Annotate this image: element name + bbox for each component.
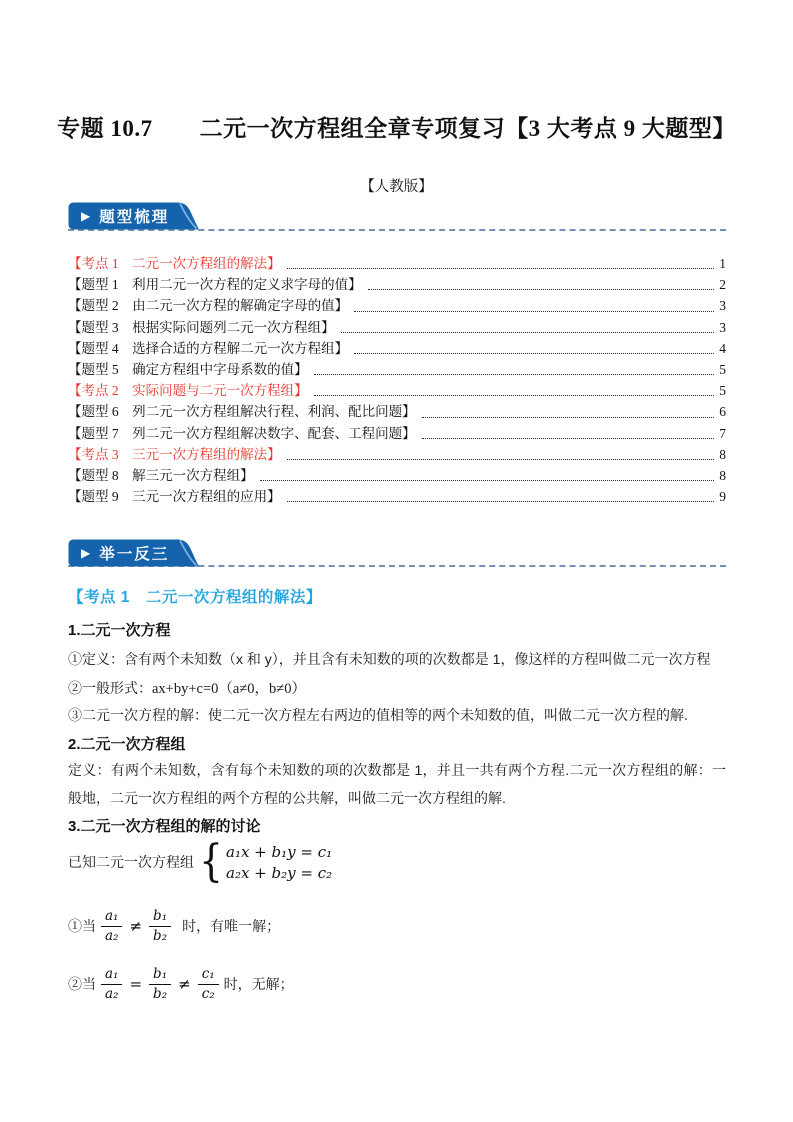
toc-entry-label: 【题型 9 三元一次方程组的应用】 [68, 489, 281, 505]
equation-system-lead: 已知二元一次方程组 [68, 854, 194, 870]
fraction-c [198, 966, 219, 1003]
toc-entry[interactable] [68, 252, 726, 273]
banner-outline-label: 题型梳理 [99, 209, 170, 226]
toc-page-number: 9 [719, 489, 726, 505]
fraction-denominator: b₂ [153, 985, 168, 1002]
toc-entry[interactable] [68, 464, 726, 485]
toc-page-number: 4 [719, 340, 726, 356]
equation-2: a₂x + b₂y = c₂ [226, 863, 333, 882]
fraction-denominator: a₂ [105, 985, 119, 1002]
toc-page-number: 3 [719, 319, 726, 335]
equation-1: a₁x + b₁y = c₁ [226, 842, 333, 861]
toc-dot-leader [422, 417, 715, 418]
page-subtitle: 【人教版】 [360, 179, 433, 195]
toc-entry-label: 【考点 1 二元一次方程组的解法】 [68, 256, 281, 271]
toc-dot-leader [422, 438, 715, 439]
toc-dot-leader [314, 395, 715, 396]
fraction-denominator: b₂ [153, 927, 168, 944]
toc-entry[interactable] [68, 400, 726, 421]
equation-system [68, 836, 333, 887]
note-general-form [68, 677, 306, 698]
toc-page-number: 5 [719, 383, 726, 399]
general-form-formula: ax+by+c=0（a≠0，b≠0） [152, 681, 307, 697]
fraction-b [149, 908, 171, 945]
toc-entry[interactable] [68, 422, 726, 443]
note-system-definition: 定义：有两个未知数，含有每个未知数的项的次数都是 1，并且一共有两个方程.二元一次方程组的解：一般地，二元一次方程组的两个方程的公共解，叫做二元一次方程组的解. [68, 762, 726, 806]
fraction-numerator: a₁ [101, 908, 122, 927]
banner-practice-label: 举一反三 [99, 546, 170, 563]
fraction-numerator: c₁ [198, 966, 219, 985]
toc-dot-leader [368, 289, 715, 290]
toc-dot-leader [341, 332, 715, 333]
condition-unique-solution [68, 908, 280, 945]
fraction-denominator: a₂ [105, 927, 119, 944]
toc-page-number: 8 [719, 446, 726, 462]
note-definition-1: ①定义：含有两个未知数（x 和 y），并且含有未知数的项的次数都是 1，像这样的方程叫做二元一次方程 [68, 651, 711, 667]
toc-entry-label: 【题型 4 选择合适的方程解二元一次方程组】 [68, 340, 349, 356]
left-brace: { [199, 836, 223, 887]
toc-entry-label: 【考点 2 实际问题与二元一次方程组】 [68, 383, 308, 399]
equation-stack [226, 843, 332, 882]
toc-entry-label: 【题型 8 解三元一次方程组】 [68, 467, 254, 483]
banner-outline [68, 202, 200, 230]
toc-entry[interactable] [68, 294, 726, 315]
toc-entry[interactable] [68, 273, 726, 294]
toc-entry-label: 【题型 7 列二元一次方程组解决数字、配套、工程问题】 [68, 425, 416, 441]
equal-operator: = [129, 975, 143, 994]
toc-dot-leader [354, 311, 714, 312]
note-heading-3: 3.二元一次方程组的解的讨论 [68, 818, 261, 835]
toc-dot-leader [314, 374, 715, 375]
condition-prefix: ②当 [68, 976, 96, 993]
toc-dot-leader [287, 268, 715, 269]
condition-prefix: ①当 [68, 918, 96, 935]
condition-no-solution [68, 966, 294, 1003]
play-icon: ▶ [81, 546, 91, 560]
toc-entry-label: 【题型 5 确定方程组中字母系数的值】 [68, 361, 308, 377]
toc-page-number: 8 [719, 467, 726, 483]
toc-dot-leader [354, 353, 714, 354]
toc-page-number: 6 [719, 404, 726, 420]
fraction-numerator: a₁ [101, 966, 122, 985]
section-heading-kaodian1: 【考点 1 二元一次方程组的解法】 [68, 589, 322, 606]
toc-entry[interactable] [68, 379, 726, 400]
toc-page-number: 7 [719, 425, 726, 441]
toc-entry-label: 【题型 1 利用二元一次方程的定义求字母的值】 [68, 277, 362, 293]
fraction-numerator: b₁ [149, 966, 171, 985]
fraction-denominator: c₂ [201, 985, 215, 1002]
toc-entry-label: 【题型 3 根据实际问题列二元一次方程组】 [68, 319, 335, 335]
toc-entry-label: 【题型 6 列二元一次方程组解决行程、利润、配比问题】 [68, 404, 416, 420]
toc-page-number: 3 [719, 298, 726, 314]
banner-content [68, 202, 200, 230]
toc-dot-leader [287, 501, 715, 502]
toc-page-number: 5 [719, 361, 726, 377]
toc-entry[interactable] [68, 358, 726, 379]
fraction-a [101, 966, 122, 1003]
note-heading-2: 2.二元一次方程组 [68, 736, 186, 753]
not-equal-operator: ≠ [129, 917, 143, 936]
toc-entry[interactable] [68, 316, 726, 337]
note-heading-1: 1.二元一次方程 [68, 622, 171, 639]
toc-page-number: 1 [719, 256, 726, 271]
play-icon: ▶ [81, 209, 91, 223]
toc-dot-leader [287, 459, 715, 460]
not-equal-operator: ≠ [178, 975, 191, 994]
toc-entry[interactable] [68, 337, 726, 358]
condition-suffix: 时，无解； [223, 976, 294, 993]
banner-content [68, 539, 200, 567]
page-title: 专题 10.7 二元一次方程组全章专项复习【3 大考点 9 大题型】 [57, 116, 736, 141]
note-solution-def: ③二元一次方程的解：使二元一次方程左右两边的值相等的两个未知数的值，叫做二元一次方程的解. [68, 707, 688, 723]
fraction-a [101, 908, 122, 945]
toc-entry-label: 【题型 2 由二元一次方程的解确定字母的值】 [68, 298, 349, 314]
fraction-b [149, 966, 171, 1003]
toc-entry-label: 【考点 3 三元一次方程组的解法】 [68, 446, 281, 462]
toc-entry[interactable] [68, 485, 726, 506]
note-general-form-label: ②一般形式： [68, 680, 152, 696]
condition-suffix: 时，有唯一解； [182, 918, 281, 935]
banner-practice [68, 539, 200, 567]
table-of-contents [68, 252, 726, 506]
toc-entry[interactable] [68, 443, 726, 464]
toc-page-number: 2 [719, 277, 726, 293]
toc-dot-leader [260, 480, 715, 481]
fraction-numerator: b₁ [149, 908, 171, 927]
